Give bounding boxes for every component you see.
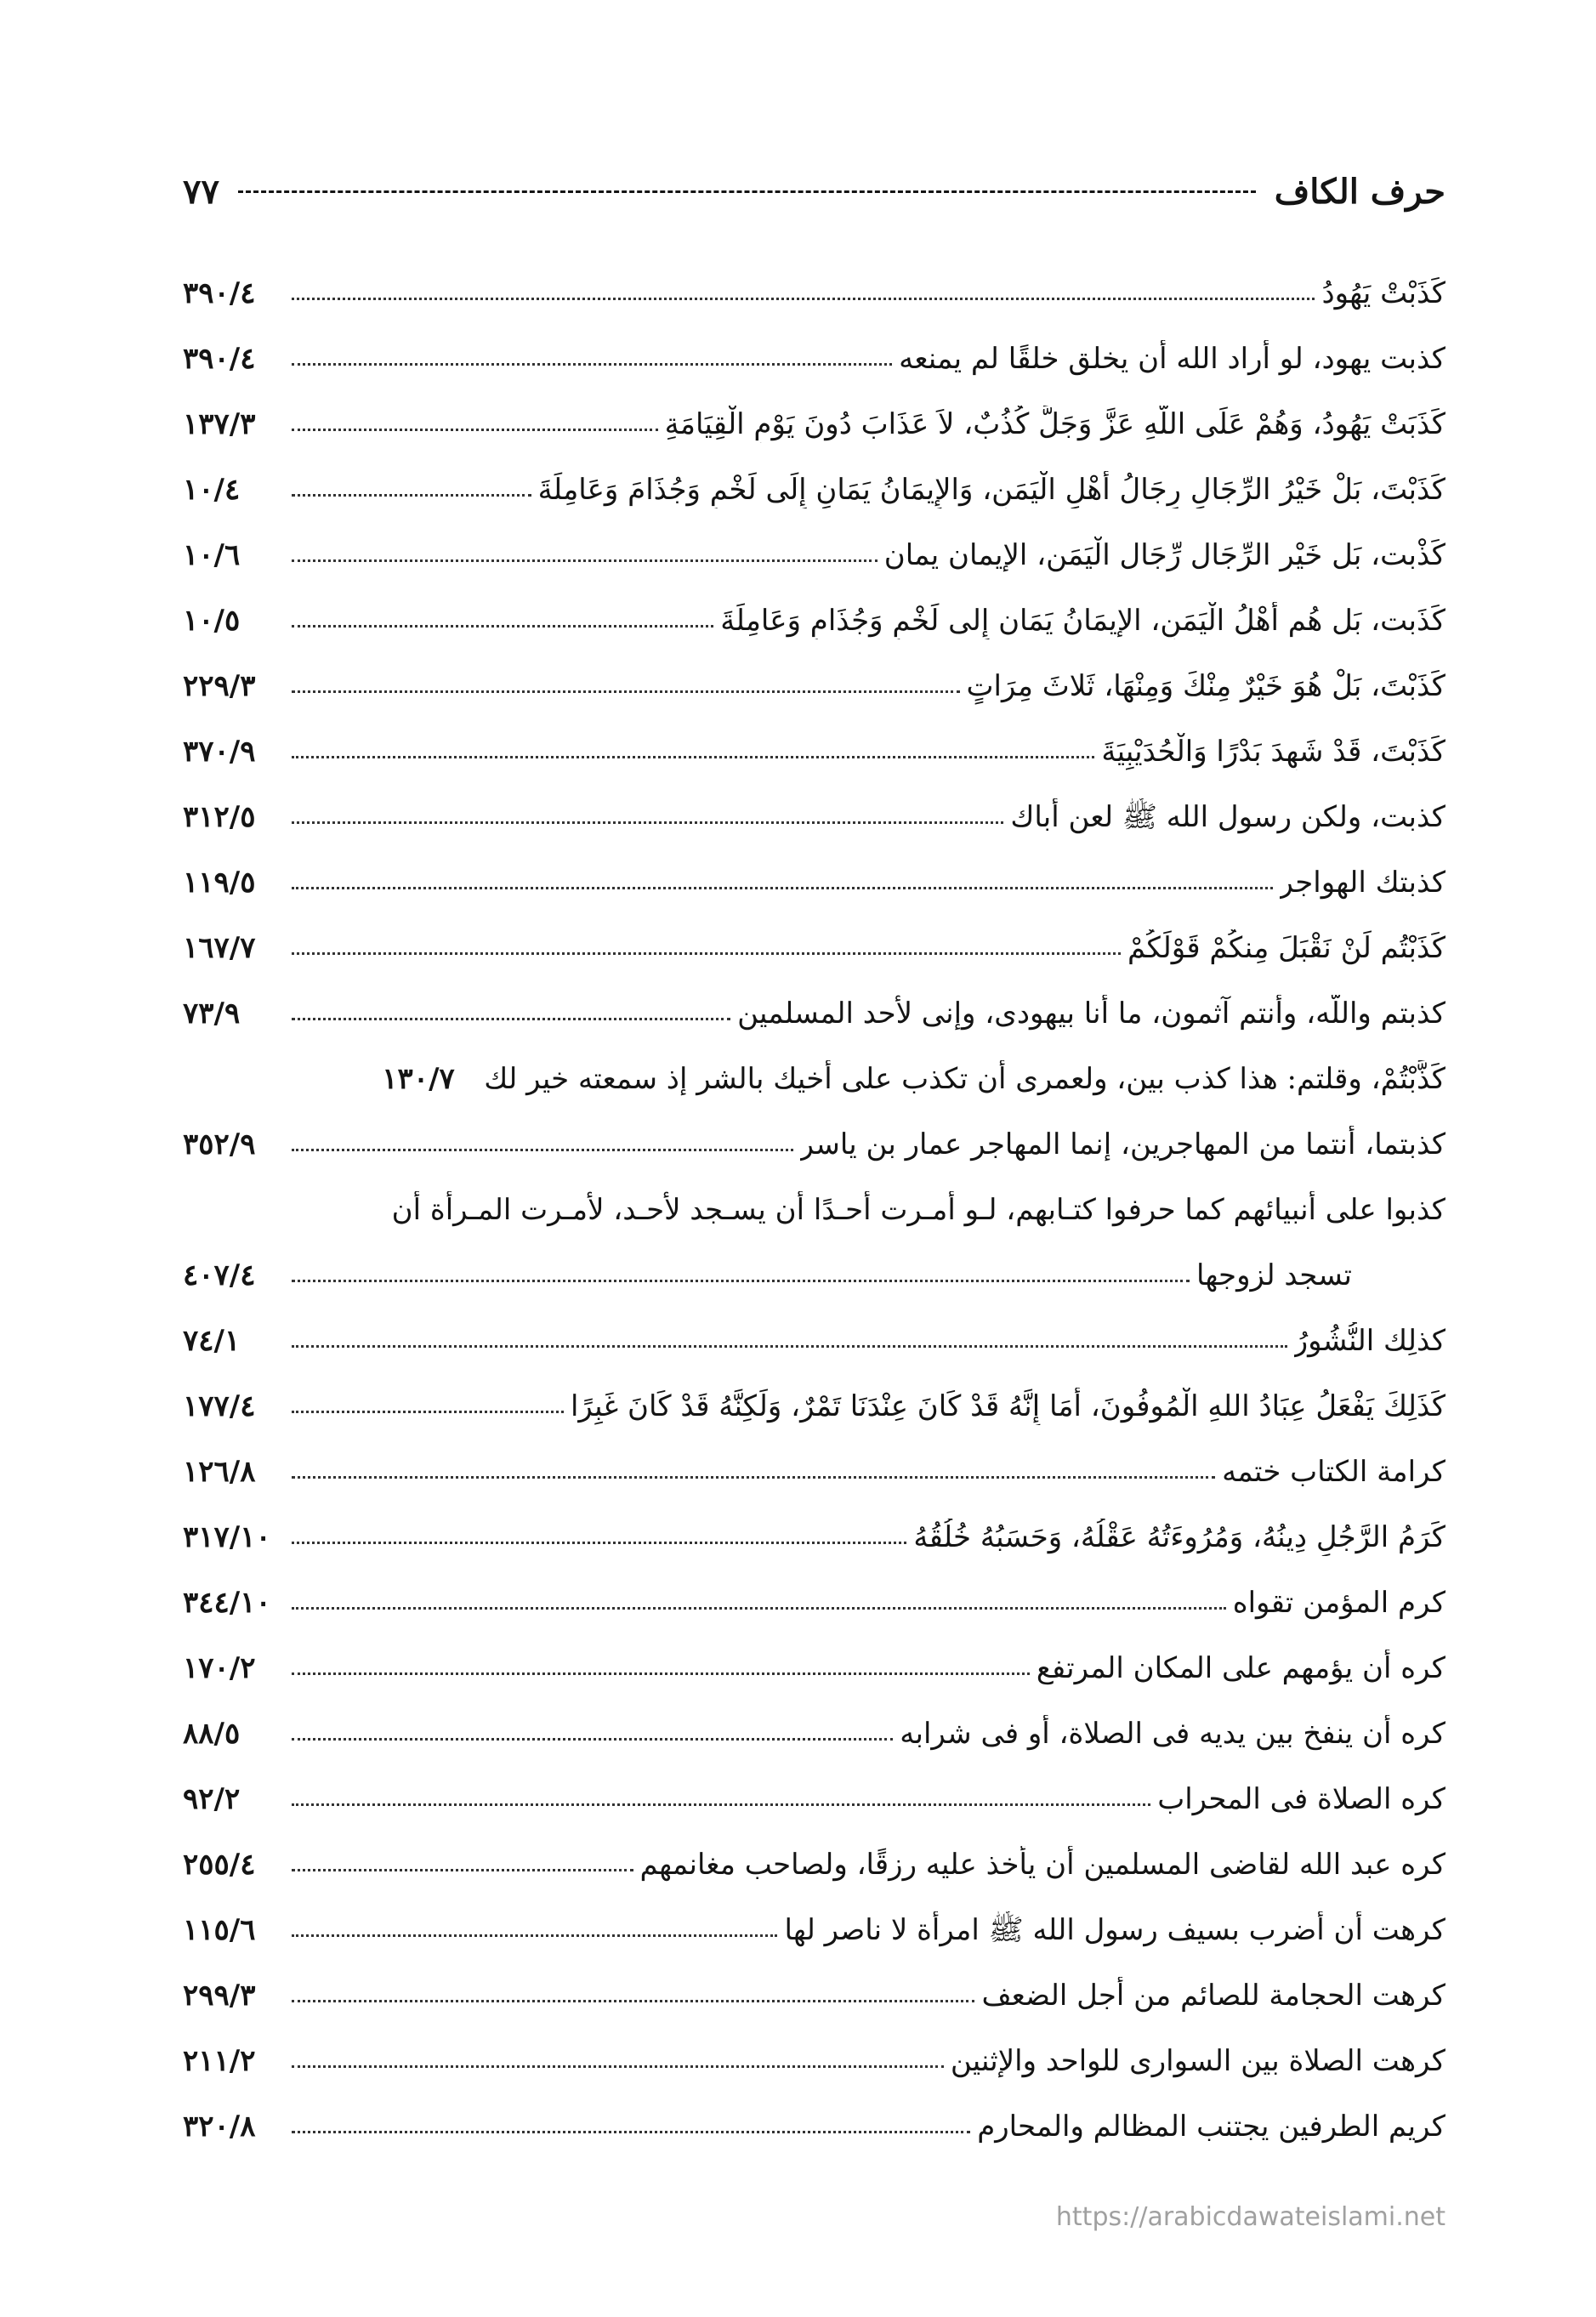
index-entry bbox=[183, 1163, 1445, 1229]
index-entry bbox=[183, 967, 1445, 1032]
entry-text: كرهت الصلاة بين السوارى للواحد والإثنين bbox=[950, 2043, 1445, 2078]
leader-dots bbox=[292, 2000, 974, 2002]
entry-text: كَذَبْتْ يَهُودُ bbox=[1321, 275, 1445, 310]
leader-dots bbox=[292, 887, 1273, 889]
entry-reference: ٣١٧/١٠ bbox=[183, 1519, 271, 1554]
index-entry bbox=[183, 1818, 1445, 1883]
entry-text: كرم المؤمن تقواه bbox=[1232, 1585, 1445, 1620]
index-entry bbox=[183, 247, 1445, 312]
leader-dots bbox=[292, 756, 1094, 758]
index-entry bbox=[183, 1687, 1445, 1752]
entry-reference: ٣٧٠/٩ bbox=[183, 734, 256, 769]
leader-dots bbox=[292, 952, 1121, 955]
leader-dots bbox=[292, 1476, 1215, 1479]
entry-text: كره أن يؤمهم على المكان المرتفع bbox=[1036, 1650, 1445, 1685]
leader-dots bbox=[292, 1738, 893, 1741]
entry-reference: ٤٠٧/٤ bbox=[183, 1258, 256, 1292]
leader-dots bbox=[292, 2065, 944, 2068]
entry-reference: ٣١٢/٥ bbox=[183, 799, 256, 834]
index-entry bbox=[183, 770, 1445, 836]
entry-text: كَذَبَتْ يَهُودُ، وَهُمْ عَلَى اللّهِ عَزَّ وَجَلَّ كُذُبٌ، لاَ عَذَابَ دُونَ يَوْمِ الْقِيَامَةِ bbox=[664, 406, 1445, 441]
leader-dots bbox=[292, 821, 1003, 824]
leader-dots bbox=[292, 1607, 1226, 1610]
entry-reference: ٧٤/١ bbox=[183, 1323, 241, 1358]
leader-dots bbox=[292, 1542, 906, 1544]
entry-reference: ٣٥٢/٩ bbox=[183, 1127, 256, 1161]
entry-text: كَذَبْتُم لَنْ نَقْبَلَ مِنكُمْ قَوْلَكُمْ bbox=[1127, 930, 1445, 965]
entry-text: كرهت الحجامة للصائم من أجل الضعف bbox=[981, 1978, 1445, 2013]
entry-text: كرامة الكتاب ختمه bbox=[1222, 1454, 1445, 1489]
entry-text: كَذَبت، بَل هُم أَهْلُ الْيَمَنِ، الإيمَانُ يَمَان إِلى لَخْمٍ وَجُذَامٍ وَعَامِلَةَ bbox=[720, 603, 1445, 638]
entry-reference: ١٠/٥ bbox=[183, 603, 241, 638]
index-entry bbox=[183, 1032, 1445, 1098]
entry-text: كره عبد الله لقاضى المسلمين أن يأخذ عليه رزقًا، ولصاحب مغانمهم bbox=[639, 1847, 1445, 1882]
leader-dots bbox=[292, 1869, 633, 1871]
entry-text: كَذْبت، بَل خَيْر الرِّجَال رِّجَال الْيَمَن، الإيمان يمان bbox=[883, 537, 1445, 572]
entry-reference: ١١٥/٦ bbox=[183, 1912, 256, 1947]
index-entry bbox=[183, 1556, 1445, 1621]
entry-reference: ١٦٧/٧ bbox=[183, 930, 256, 965]
index-entry bbox=[183, 639, 1445, 705]
index-entry bbox=[183, 1621, 1445, 1687]
entry-text: كَذَبْتَ، قَدْ شَهِدَ بَدْرًا وَالْحُدَيْبِيَةَ bbox=[1101, 734, 1445, 769]
entry-text: كره أن ينفخ بين يديه فى الصلاة، أو فى شرابه bbox=[900, 1716, 1445, 1751]
index-entry-continuation bbox=[183, 1229, 1445, 1294]
entry-text: كَذَبْتَ، بَلْ خَيْرُ الرِّجَالِ رِجَالُ أَهْلِ الْيَمَنِ، وَالإِيمَانُ يَمَانٍ إِلَى لَخْمٍ وَجُذَامَ وَعَامِلَةَ bbox=[537, 472, 1445, 507]
index-entry bbox=[183, 378, 1445, 443]
entry-text: كذبوا على أنبيائهم كما حرفوا كتـابهم، لـو أمـرت أحـدًا أن يسـجد لأحـد، لأمـرت المـرأة أن bbox=[391, 1192, 1445, 1227]
index-entry bbox=[183, 1098, 1445, 1163]
entry-text: كَذَّبْتُمْ، وقلتم: هذا كذب بين، ولعمرى أن تكذب على أخيك بالشر إذ سمعته خير لك bbox=[484, 1061, 1445, 1096]
entry-text: كذبتك الهواجر bbox=[1279, 865, 1445, 900]
leader-dots bbox=[292, 298, 1315, 300]
entry-reference: ١٣٠/٧ bbox=[382, 1061, 455, 1096]
index-entry bbox=[183, 1949, 1445, 2014]
entry-reference: ٣٤٤/١٠ bbox=[183, 1585, 271, 1620]
entry-reference: ١١٩/٥ bbox=[183, 865, 256, 900]
entry-text: كذلِك النُّشُورُ bbox=[1293, 1323, 1445, 1358]
index-entry bbox=[183, 1425, 1445, 1491]
leader-dots bbox=[292, 1149, 793, 1151]
entry-reference: ١٢٦/٨ bbox=[183, 1454, 256, 1489]
watermark-url: https://arabicdawateislami.net bbox=[1055, 2202, 1445, 2232]
index-entries bbox=[183, 247, 1445, 2145]
index-entry bbox=[183, 312, 1445, 378]
index-entry bbox=[183, 1752, 1445, 1818]
entry-reference: ٢١١/٢ bbox=[183, 2043, 256, 2078]
entry-text: كرهت أن أضرب بسيف رسول الله ﷺ امرأة لا ناصر لها bbox=[784, 1912, 1445, 1947]
leader-dots bbox=[292, 494, 531, 497]
leader-dots bbox=[292, 363, 892, 366]
entry-reference: ٣٩٠/٤ bbox=[183, 275, 256, 310]
chapter-title: حرف الكاف bbox=[1274, 171, 1445, 212]
leader-dots bbox=[292, 690, 960, 693]
entry-reference: ٢٥٥/٤ bbox=[183, 1847, 256, 1882]
page-number: ٧٧ bbox=[183, 171, 219, 212]
entry-reference: ٣٩٠/٤ bbox=[183, 341, 256, 376]
leader-dots bbox=[292, 625, 713, 628]
header-dash-line bbox=[238, 190, 1256, 193]
index-entry bbox=[183, 1883, 1445, 1949]
leader-dots bbox=[292, 1280, 1190, 1282]
entry-reference: ١٣٧/٣ bbox=[183, 406, 256, 441]
leader-dots bbox=[292, 2131, 970, 2133]
entry-text: كذبتم واللّه، وأنتم آثمون، ما أنا بيهودى، وإنى لأحد المسلمين bbox=[737, 996, 1445, 1031]
index-entry bbox=[183, 705, 1445, 770]
entry-text: كريم الطرفين يجتنب المظالم والمحارم bbox=[977, 2109, 1445, 2144]
leader-dots bbox=[292, 429, 658, 431]
entry-text: كذبت يهود، لو أراد الله أن يخلق خلقًا لم يمنعه bbox=[899, 341, 1445, 376]
index-entry bbox=[183, 836, 1445, 901]
index-entry bbox=[183, 574, 1445, 639]
entry-reference: ١٧٠/٢ bbox=[183, 1650, 256, 1685]
page-header bbox=[183, 162, 1445, 221]
index-entry bbox=[183, 2080, 1445, 2145]
entry-reference: ٧٣/٩ bbox=[183, 996, 241, 1031]
entry-reference: ١٠/٦ bbox=[183, 537, 241, 572]
leader-dots bbox=[292, 1411, 564, 1413]
entry-reference: ٩٢/٢ bbox=[183, 1781, 241, 1816]
entry-text: كذبتما، أنتما من المهاجرين، إنما المهاجر عمار بن ياسر bbox=[799, 1127, 1445, 1161]
index-entry bbox=[183, 1491, 1445, 1556]
leader-dots bbox=[292, 559, 878, 562]
entry-text: كَذَبْتَ، بَلْ هُوَ خَيْرٌ مِنْكَ وَمِنْهَا، ثَلاثَ مِرَاتٍ bbox=[966, 668, 1445, 703]
entry-reference: ١٧٧/٤ bbox=[183, 1388, 256, 1423]
leader-dots bbox=[292, 1934, 777, 1937]
index-entry bbox=[183, 2014, 1445, 2080]
entry-reference: ٣٢٠/٨ bbox=[183, 2109, 256, 2144]
entry-text: كَذَلِكَ يَفْعَلُ عِبَادُ اللهِ الْمُوفُونَ، أَمَا إِنَّهُ قَدْ كَانَ عِنْدَنَا تَمْرٌ، وَلَكِنَّهُ قَدْ كَانَ غَبِرًا bbox=[570, 1388, 1445, 1423]
entry-text: تسجد لزوجها bbox=[1196, 1258, 1352, 1292]
leader-dots bbox=[292, 1345, 1287, 1348]
index-entry bbox=[183, 901, 1445, 967]
entry-reference: ٨٨/٥ bbox=[183, 1716, 241, 1751]
entry-reference: ١٠/٤ bbox=[183, 472, 241, 507]
leader-dots bbox=[292, 1803, 1150, 1806]
entry-text: كذبت، ولكن رسول الله ﷺ لعن أباك bbox=[1010, 799, 1445, 834]
entry-text: كره الصلاة فى المحراب bbox=[1157, 1781, 1445, 1816]
index-entry bbox=[183, 1360, 1445, 1425]
index-entry bbox=[183, 443, 1445, 508]
index-entry bbox=[183, 508, 1445, 574]
entry-reference: ٢٢٩/٣ bbox=[183, 668, 256, 703]
entry-text: كَرَمُ الرَّجُلِ دِينُهُ، وَمُرُوءَتُهُ عَقْلُهُ، وَحَسَبُهُ خُلُقُهُ bbox=[913, 1519, 1445, 1554]
leader-dots bbox=[292, 1672, 1030, 1675]
entry-reference: ٢٩٩/٣ bbox=[183, 1978, 256, 2013]
index-entry bbox=[183, 1294, 1445, 1360]
leader-dots bbox=[292, 1018, 730, 1020]
